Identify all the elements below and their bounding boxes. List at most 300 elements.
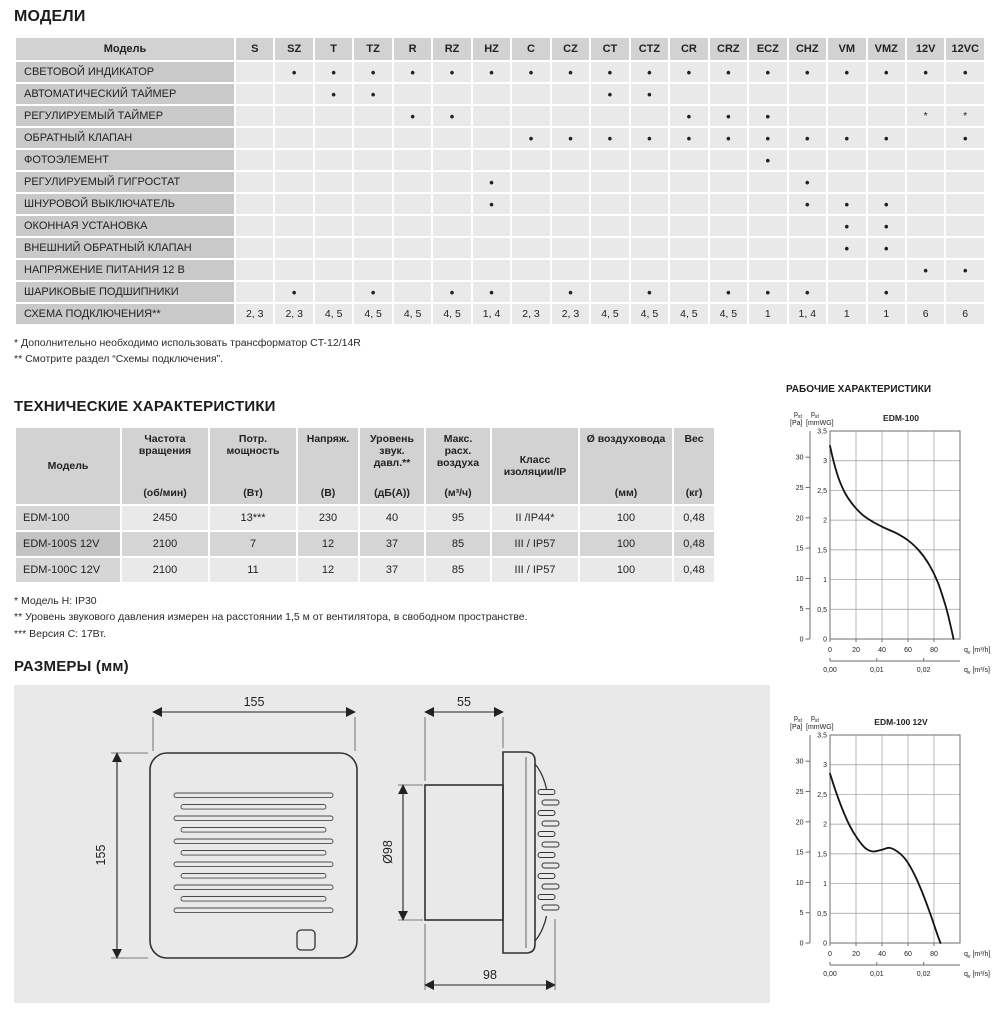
tech-column-title: Частота вращения — [138, 433, 192, 457]
svg-text:0,01: 0,01 — [869, 667, 884, 674]
table-row — [16, 84, 984, 104]
feature-cell — [275, 84, 312, 104]
feature-cell — [236, 62, 273, 82]
svg-text:0,00: 0,00 — [823, 667, 837, 674]
models-column-header: CTZ — [631, 38, 668, 60]
feature-cell — [591, 194, 628, 214]
feature-cell — [710, 238, 747, 258]
feature-cell — [907, 128, 944, 148]
feature-cell — [631, 150, 668, 170]
tech-cell: 2450 — [122, 506, 208, 530]
feature-cell — [473, 216, 510, 236]
feature-cell — [433, 150, 470, 170]
tech-column-header — [426, 428, 490, 504]
feature-dot-cell: • — [749, 150, 786, 170]
tech-column-header — [492, 428, 578, 504]
feature-cell — [631, 238, 668, 258]
feature-dot-cell: • — [710, 282, 747, 302]
tech-column-unit: (В) — [320, 487, 336, 499]
table-row — [16, 506, 714, 530]
feature-cell — [512, 84, 549, 104]
feature-cell — [907, 282, 944, 302]
feature-label: РЕГУЛИРУЕМЫЙ ГИГРОСТАТ — [16, 172, 234, 192]
feature-cell — [552, 238, 589, 258]
feature-cell — [354, 172, 391, 192]
dim-total-depth: 98 — [483, 967, 497, 982]
tech-column-title: Напряж. — [306, 433, 350, 445]
feature-cell — [552, 194, 589, 214]
feature-cell — [433, 194, 470, 214]
feature-cell — [907, 150, 944, 170]
tech-column-header — [122, 428, 208, 504]
tech-cell: 2100 — [122, 532, 208, 556]
feature-dot-cell: • — [433, 62, 470, 82]
feature-dot-cell: • — [631, 84, 668, 104]
tech-model-name: EDM-100 — [16, 506, 120, 530]
feature-cell — [473, 106, 510, 126]
dim-duct-diameter: Ø98 — [381, 839, 395, 864]
feature-dot-cell: • — [670, 62, 707, 82]
feature-cell — [946, 150, 984, 170]
feature-cell — [591, 238, 628, 258]
feature-cell — [354, 128, 391, 148]
models-column-header: SZ — [275, 38, 312, 60]
feature-dot-cell: • — [512, 128, 549, 148]
feature-cell — [512, 106, 549, 126]
svg-text:qv [m³/h]: $q_v$ [m³/h] — [964, 647, 991, 656]
feature-cell — [828, 260, 865, 280]
tech-cell: 7 — [210, 532, 296, 556]
fan-curve — [830, 446, 954, 639]
feature-dot-cell: • — [631, 282, 668, 302]
feature-cell — [473, 238, 510, 258]
feature-cell — [394, 282, 431, 302]
feature-cell — [433, 172, 470, 192]
feature-dot-cell: • — [670, 128, 707, 148]
feature-cell — [868, 172, 905, 192]
duct-flange — [503, 752, 535, 953]
feature-cell: 4, 5 — [710, 304, 747, 324]
models-header-row — [16, 38, 984, 60]
feature-dot-cell: • — [749, 128, 786, 148]
feature-cell — [512, 172, 549, 192]
feature-cell — [512, 150, 549, 170]
tech-cell: 13*** — [210, 506, 296, 530]
svg-text:25: 25 — [795, 484, 804, 492]
svg-text:[mmWG]: [mmWG] — [806, 420, 834, 427]
feature-cell: 1 — [749, 304, 786, 324]
feature-cell — [315, 260, 352, 280]
feature-cell: 4, 5 — [433, 304, 470, 324]
feature-dot-cell: • — [473, 62, 510, 82]
table-row — [16, 532, 714, 556]
tech-column-unit: (кг) — [685, 487, 703, 499]
feature-dot-cell: • — [394, 106, 431, 126]
performance-chart-2 — [786, 709, 1000, 989]
feature-cell — [236, 216, 273, 236]
feature-cell — [275, 128, 312, 148]
feature-cell — [749, 84, 786, 104]
svg-text:80: 80 — [930, 647, 938, 654]
feature-dot-cell: • — [591, 84, 628, 104]
feature-dot-cell: • — [354, 84, 391, 104]
svg-text:10: 10 — [795, 575, 804, 583]
tech-cell: 85 — [426, 558, 490, 582]
models-column-header: RZ — [433, 38, 470, 60]
feature-cell — [789, 238, 826, 258]
feature-cell — [631, 194, 668, 214]
models-column-header: 12V — [907, 38, 944, 60]
feature-label: РЕГУЛИРУЕМЫЙ ТАЙМЕР — [16, 106, 234, 126]
tech-cell: 0,48 — [674, 532, 714, 556]
feature-cell — [710, 150, 747, 170]
feature-cell: * — [907, 106, 944, 126]
feature-dot-cell: • — [749, 106, 786, 126]
tech-cell: 100 — [580, 558, 672, 582]
svg-text:[Pa]: [Pa] — [790, 724, 803, 731]
table-row — [16, 194, 984, 214]
dimensions-drawing — [14, 685, 770, 1003]
feature-cell — [946, 282, 984, 302]
feature-cell — [394, 194, 431, 214]
feature-dot-cell: • — [631, 62, 668, 82]
feature-cell — [907, 172, 944, 192]
feature-cell — [275, 238, 312, 258]
tech-section-title: ТЕХНИЧЕСКИЕ ХАРАКТЕРИСТИКИ — [14, 398, 276, 415]
table-row — [16, 282, 984, 302]
models-column-header: CHZ — [789, 38, 826, 60]
models-column-header: CRZ — [710, 38, 747, 60]
models-column-header: CR — [670, 38, 707, 60]
feature-cell — [789, 150, 826, 170]
svg-text:[mmWG]: [mmWG] — [806, 724, 834, 731]
extension-lines — [111, 717, 555, 990]
feature-dot-cell: • — [473, 172, 510, 192]
models-column-header: VMZ — [868, 38, 905, 60]
svg-text:15: 15 — [795, 545, 804, 553]
tech-column-header — [674, 428, 714, 504]
footnote-line: * Дополнительно необходимо использовать трансформатор CT-12/14R — [14, 337, 361, 349]
feature-cell — [473, 128, 510, 148]
feature-cell — [394, 238, 431, 258]
charts-section-title: РАБОЧИЕ ХАРАКТЕРИСТИКИ — [786, 384, 932, 395]
svg-text:80: 80 — [930, 951, 938, 958]
svg-text:10: 10 — [795, 879, 804, 887]
svg-text:0,00: 0,00 — [823, 971, 837, 978]
feature-cell — [907, 84, 944, 104]
svg-text:60: 60 — [904, 951, 912, 958]
feature-cell — [394, 128, 431, 148]
tech-cell: 0,48 — [674, 558, 714, 582]
tech-column-title: Класс изоляции/IP — [503, 454, 567, 478]
feature-cell — [907, 216, 944, 236]
feature-cell — [512, 238, 549, 258]
feature-cell — [591, 260, 628, 280]
feature-label: ФОТОЭЛЕМЕНТ — [16, 150, 234, 170]
feature-cell — [236, 194, 273, 214]
tech-cell: 37 — [360, 532, 424, 556]
feature-cell — [315, 106, 352, 126]
feature-dot-cell: • — [868, 216, 905, 236]
feature-cell — [907, 194, 944, 214]
feature-cell — [275, 172, 312, 192]
feature-cell — [236, 172, 273, 192]
feature-dot-cell: • — [552, 128, 589, 148]
svg-text:pst: $p_{st}$ — [794, 715, 802, 724]
feature-cell: 4, 5 — [315, 304, 352, 324]
feature-cell: 4, 5 — [591, 304, 628, 324]
feature-cell — [354, 260, 391, 280]
tech-column-header — [16, 428, 120, 504]
tech-cell: II /IP44* — [492, 506, 578, 530]
feature-cell — [354, 106, 391, 126]
feature-cell — [710, 260, 747, 280]
svg-text:5: 5 — [799, 606, 804, 614]
feature-cell — [670, 260, 707, 280]
feature-cell — [315, 172, 352, 192]
feature-cell — [552, 260, 589, 280]
charts-container — [786, 405, 1000, 989]
feature-cell — [670, 150, 707, 170]
feature-dot-cell: • — [552, 282, 589, 302]
svg-text:30: 30 — [795, 758, 804, 766]
models-column-header: CT — [591, 38, 628, 60]
svg-text:pst: $p_{st}$ — [811, 411, 819, 420]
feature-dot-cell: • — [868, 62, 905, 82]
feature-cell — [828, 172, 865, 192]
models-column-header: CZ — [552, 38, 589, 60]
feature-dot-cell: • — [315, 62, 352, 82]
svg-text:2,5: 2,5 — [817, 487, 827, 495]
dimensions-section-title: РАЗМЕРЫ (мм) — [14, 657, 129, 675]
feature-cell — [631, 260, 668, 280]
feature-cell — [315, 238, 352, 258]
svg-text:0: 0 — [799, 636, 804, 644]
svg-text:0: 0 — [799, 940, 804, 948]
tech-cell: III / IP57 — [492, 558, 578, 582]
svg-text:20: 20 — [795, 515, 804, 523]
feature-cell — [394, 260, 431, 280]
feature-cell — [394, 172, 431, 192]
svg-text:qv [m³/h]: $q_v$ [m³/h] — [964, 951, 991, 960]
svg-text:1: 1 — [823, 577, 827, 585]
tech-cell: 100 — [580, 532, 672, 556]
feature-dot-cell: • — [433, 282, 470, 302]
feature-cell — [749, 238, 786, 258]
feature-cell — [591, 172, 628, 192]
svg-text:20: 20 — [852, 647, 860, 654]
feature-dot-cell: • — [828, 62, 865, 82]
feature-cell — [946, 84, 984, 104]
dim-depth-body: 55 — [457, 694, 471, 709]
tech-column-header — [580, 428, 672, 504]
feature-cell — [236, 106, 273, 126]
tech-cell: 2100 — [122, 558, 208, 582]
feature-cell — [552, 172, 589, 192]
feature-dot-cell: • — [433, 106, 470, 126]
tech-table — [14, 426, 716, 584]
feature-dot-cell: • — [591, 128, 628, 148]
feature-cell — [749, 194, 786, 214]
feature-dot-cell: • — [907, 260, 944, 280]
svg-text:0,02: 0,02 — [916, 667, 931, 674]
feature-dot-cell: • — [710, 106, 747, 126]
feature-cell — [828, 106, 865, 126]
svg-text:3: 3 — [823, 762, 827, 770]
feature-label: СХЕМА ПОДКЛЮЧЕНИЯ** — [16, 304, 234, 324]
models-column-header: S — [236, 38, 273, 60]
feature-dot-cell: • — [828, 128, 865, 148]
feature-cell — [907, 238, 944, 258]
feature-cell — [710, 172, 747, 192]
feature-cell — [315, 128, 352, 148]
feature-cell — [631, 172, 668, 192]
feature-cell — [670, 172, 707, 192]
table-row — [16, 62, 984, 82]
feature-cell — [315, 150, 352, 170]
feature-dot-cell: • — [315, 84, 352, 104]
tech-column-title: Ø воздуховода — [586, 433, 666, 445]
feature-label: ОКОННАЯ УСТАНОВКА — [16, 216, 234, 236]
feature-cell — [670, 194, 707, 214]
tech-column-header — [360, 428, 424, 504]
svg-text:qv [m³/s]: $q_v$ [m³/s] — [964, 971, 990, 980]
table-row — [16, 150, 984, 170]
feature-dot-cell: • — [394, 62, 431, 82]
tech-column-title: Уровень звук. давл.** — [370, 433, 414, 469]
svg-text:0: 0 — [823, 636, 827, 644]
feature-cell — [710, 84, 747, 104]
svg-text:5: 5 — [799, 910, 804, 918]
models-column-header: C — [512, 38, 549, 60]
feature-dot-cell: • — [789, 172, 826, 192]
models-footnotes — [14, 335, 986, 368]
feature-cell — [552, 150, 589, 170]
footnote-line: *** Версия С: 17Вт. — [14, 627, 106, 640]
table-row — [16, 304, 984, 324]
models-column-header: 12VC — [946, 38, 984, 60]
feature-cell — [315, 282, 352, 302]
feature-cell — [394, 150, 431, 170]
tech-header-row — [16, 428, 714, 504]
footnote-line: * Модель H: IP30 — [14, 595, 97, 607]
feature-dot-cell: • — [631, 128, 668, 148]
tech-cell: 37 — [360, 558, 424, 582]
svg-text:[Pa]: [Pa] — [790, 420, 803, 427]
svg-text:0,5: 0,5 — [817, 910, 827, 918]
feature-label: НАПРЯЖЕНИЕ ПИТАНИЯ 12 В — [16, 260, 234, 280]
feature-cell — [946, 238, 984, 258]
feature-cell — [275, 194, 312, 214]
table-row — [16, 172, 984, 192]
svg-text:25: 25 — [795, 788, 804, 796]
feature-dot-cell: • — [868, 128, 905, 148]
models-column-header: ECZ — [749, 38, 786, 60]
feature-label: ШАРИКОВЫЕ ПОДШИПНИКИ — [16, 282, 234, 302]
feature-cell — [552, 216, 589, 236]
tech-cell: 40 — [360, 506, 424, 530]
table-row — [16, 238, 984, 258]
feature-cell — [868, 150, 905, 170]
tech-column-unit: (м³/ч) — [444, 487, 472, 499]
feature-cell — [591, 282, 628, 302]
feature-cell — [670, 84, 707, 104]
feature-dot-cell: • — [789, 282, 826, 302]
tech-cell: 85 — [426, 532, 490, 556]
models-header-model: Модель — [16, 38, 234, 60]
feature-cell — [591, 216, 628, 236]
tech-cell: 100 — [580, 506, 672, 530]
feature-dot-cell: • — [275, 62, 312, 82]
tech-model-name: EDM-100S 12V — [16, 532, 120, 556]
feature-cell — [946, 172, 984, 192]
feature-dot-cell: • — [710, 128, 747, 148]
feature-dot-cell: • — [512, 62, 549, 82]
feature-cell: 2, 3 — [275, 304, 312, 324]
feature-cell — [828, 84, 865, 104]
feature-cell — [670, 216, 707, 236]
models-column-header: VM — [828, 38, 865, 60]
feature-cell — [354, 238, 391, 258]
feature-cell — [749, 216, 786, 236]
feature-cell — [236, 238, 273, 258]
tech-column-header — [210, 428, 296, 504]
feature-cell: 6 — [907, 304, 944, 324]
tech-column-title: Макс. расх. воздуха — [436, 433, 480, 469]
svg-text:0,5: 0,5 — [817, 606, 827, 614]
feature-cell — [236, 150, 273, 170]
feature-cell — [354, 150, 391, 170]
feature-cell: 1 — [828, 304, 865, 324]
feature-cell — [433, 216, 470, 236]
tech-column-unit: (мм) — [614, 487, 638, 499]
svg-text:3,5: 3,5 — [817, 732, 827, 740]
feature-cell — [552, 106, 589, 126]
feature-cell — [868, 260, 905, 280]
feature-cell: 1, 4 — [789, 304, 826, 324]
feature-cell — [512, 216, 549, 236]
grille — [174, 793, 333, 913]
feature-cell — [828, 150, 865, 170]
feature-cell: 4, 5 — [354, 304, 391, 324]
feature-cell: 4, 5 — [394, 304, 431, 324]
feature-cell — [789, 260, 826, 280]
feature-cell — [236, 260, 273, 280]
feature-label: ШНУРОВОЙ ВЫКЛЮЧАТЕЛЬ — [16, 194, 234, 214]
feature-dot-cell: • — [946, 128, 984, 148]
svg-text:qv [m³/s]: $q_v$ [m³/s] — [964, 667, 990, 676]
svg-text:60: 60 — [904, 647, 912, 654]
svg-text:40: 40 — [878, 647, 886, 654]
feature-dot-cell: • — [749, 62, 786, 82]
feature-cell — [236, 282, 273, 302]
models-table — [14, 36, 986, 326]
models-column-header: T — [315, 38, 352, 60]
dim-front-width: 155 — [243, 694, 265, 709]
svg-text:2: 2 — [823, 517, 827, 525]
svg-text:pst: $p_{st}$ — [794, 411, 802, 420]
feature-dot-cell: • — [868, 238, 905, 258]
feature-cell — [946, 216, 984, 236]
svg-text:0,01: 0,01 — [869, 971, 884, 978]
feature-label: СВЕТОВОЙ ИНДИКАТОР — [16, 62, 234, 82]
feature-cell: 1 — [868, 304, 905, 324]
feature-cell: 2, 3 — [236, 304, 273, 324]
left-column — [14, 398, 772, 1003]
feature-cell — [473, 150, 510, 170]
feature-label: АВТОМАТИЧЕСКИЙ ТАЙМЕР — [16, 84, 234, 104]
svg-text:2: 2 — [823, 821, 827, 829]
